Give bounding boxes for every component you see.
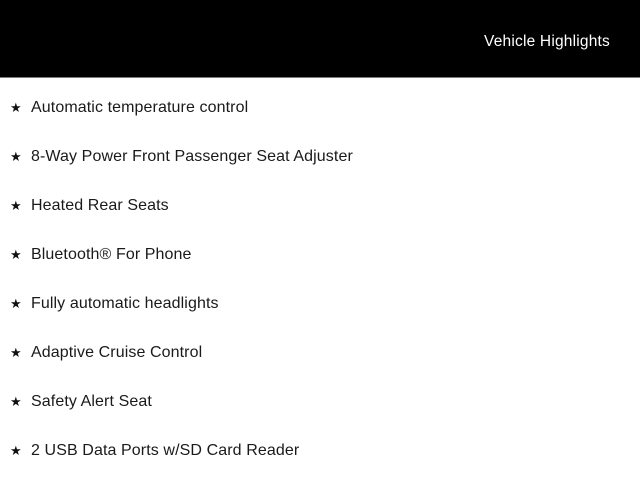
star-bullet-icon: ★	[10, 100, 22, 115]
feature-list-item	[0, 83, 640, 132]
star-bullet-icon: ★	[10, 443, 22, 458]
feature-label: Heated Rear Seats	[31, 196, 169, 214]
star-bullet-icon: ★	[10, 394, 22, 409]
star-bullet-icon: ★	[10, 247, 22, 262]
feature-label: Bluetooth® For Phone	[31, 245, 192, 263]
header-bar	[0, 0, 640, 78]
feature-label: Automatic temperature control	[31, 98, 249, 116]
feature-label: Fully automatic headlights	[31, 294, 219, 312]
feature-list-item	[0, 132, 640, 181]
feature-list-item	[0, 328, 640, 377]
star-bullet-icon: ★	[10, 149, 22, 164]
feature-list-item	[0, 279, 640, 328]
feature-list-item	[0, 230, 640, 279]
feature-label: Safety Alert Seat	[31, 392, 152, 410]
page-title: Vehicle Highlights	[484, 32, 610, 50]
feature-label: 2 USB Data Ports w/SD Card Reader	[31, 441, 300, 459]
feature-list-item	[0, 377, 640, 426]
features-list	[0, 78, 640, 475]
feature-list-item	[0, 181, 640, 230]
star-bullet-icon: ★	[10, 345, 22, 360]
feature-label: Adaptive Cruise Control	[31, 343, 203, 361]
feature-list-item	[0, 426, 640, 475]
feature-label: 8-Way Power Front Passenger Seat Adjuster	[31, 147, 353, 165]
star-bullet-icon: ★	[10, 198, 22, 213]
star-bullet-icon: ★	[10, 296, 22, 311]
